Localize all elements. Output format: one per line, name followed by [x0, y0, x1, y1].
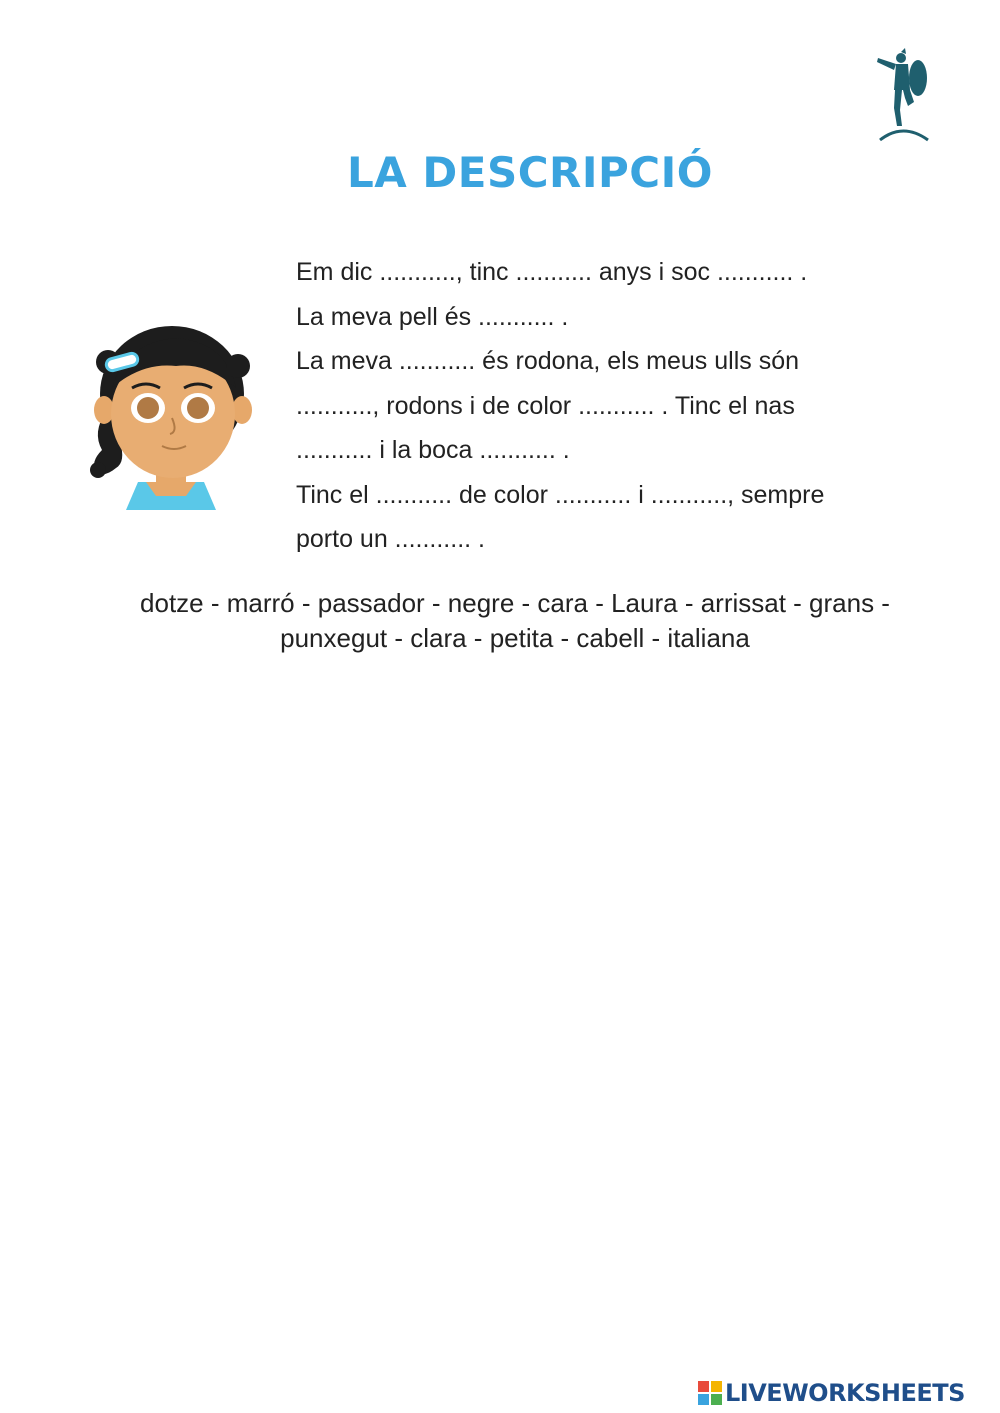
liveworksheets-icon: [698, 1381, 722, 1405]
fill-in-paragraph: [296, 250, 916, 562]
warrior-statue-logo-icon: [872, 46, 934, 144]
paragraph-line: ........... i la boca ........... .: [296, 436, 570, 464]
paragraph-line: Em dic ..........., tinc ........... anys i soc ........... .: [296, 258, 808, 286]
liveworksheets-brand: LIVEWORKSHEETS: [725, 1379, 965, 1407]
liveworksheets-footer: [698, 1377, 994, 1409]
page-title: LA DESCRIPCIÓ: [347, 148, 713, 197]
word-bank-line: dotze - marró - passador - negre - cara - Laura - arrissat - grans -: [140, 588, 890, 618]
paragraph-line: Tinc el ........... de color ........... i ..........., sempre: [296, 480, 825, 509]
paragraph-line: ..........., rodons i de color ........... . Tinc el nas: [296, 391, 795, 420]
curly-hair-girl-illustration: [86, 322, 256, 510]
paragraph-line: La meva pell és ........... .: [296, 302, 569, 331]
paragraph-line: porto un ........... .: [296, 525, 485, 553]
word-bank-line: punxegut - clara - petita - cabell - italiana: [280, 623, 750, 653]
paragraph-line: La meva ........... és rodona, els meus ulls són: [296, 347, 800, 375]
word-bank: [110, 586, 920, 656]
